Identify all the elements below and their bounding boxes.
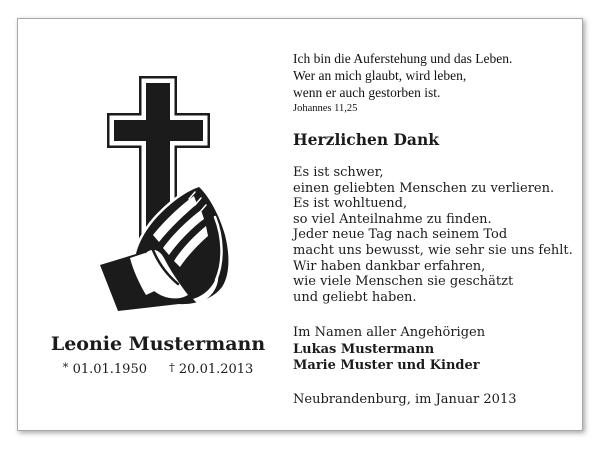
poem-line: Es ist schwer, — [293, 165, 384, 180]
mourner-name: Lukas Mustermann — [293, 341, 435, 357]
scripture-line: Ich bin die Auferstehung und das Leben. — [293, 51, 513, 66]
cross-praying-hands-graphic — [96, 71, 236, 316]
poem-line: Es ist wohltuend, — [293, 196, 408, 212]
memorial-card — [17, 18, 583, 431]
poem-line: macht uns bewusst, wie sehr sie uns fehlt. — [293, 242, 573, 258]
death-symbol: † — [169, 360, 175, 374]
cross-praying-hands-icon — [96, 71, 236, 316]
thank-you-heading: Herzlichen Dank — [293, 130, 439, 149]
place-and-date: Neubrandenburg, im Januar 2013 — [293, 392, 517, 407]
scripture-quote — [293, 50, 512, 101]
life-dates — [23, 360, 293, 377]
text-column — [293, 19, 581, 430]
closing-block — [293, 325, 485, 375]
mourner-name: Marie Muster und Kinder — [293, 358, 480, 373]
birth-date: * 01.01.1950 — [62, 360, 147, 377]
poem-line: und geliebt haben. — [293, 289, 417, 305]
deceased-name: Leonie Mustermann — [50, 333, 266, 355]
condolence-poem — [293, 165, 573, 305]
poem-line: Wir haben dankbar erfahren, — [293, 258, 486, 274]
poem-line: einen geliebten Menschen zu verlieren. — [293, 180, 555, 196]
scripture-line: wenn er auch gestorben ist. — [293, 85, 441, 100]
birth-symbol: * — [62, 360, 69, 374]
poem-line: wie viele Menschen sie geschätzt — [293, 274, 514, 290]
closing-intro: Im Namen aller Angehörigen — [293, 325, 486, 340]
scripture-line: Wer an mich glaubt, wird leben, — [293, 68, 467, 83]
death-date: † 20.01.2013 — [169, 360, 254, 377]
poem-line: so viel Anteilnahme zu finden. — [293, 211, 492, 227]
scripture-source: Johannes 11,25 — [293, 103, 358, 114]
poem-line: Jeder neue Tag nach seinem Tod — [293, 227, 508, 243]
